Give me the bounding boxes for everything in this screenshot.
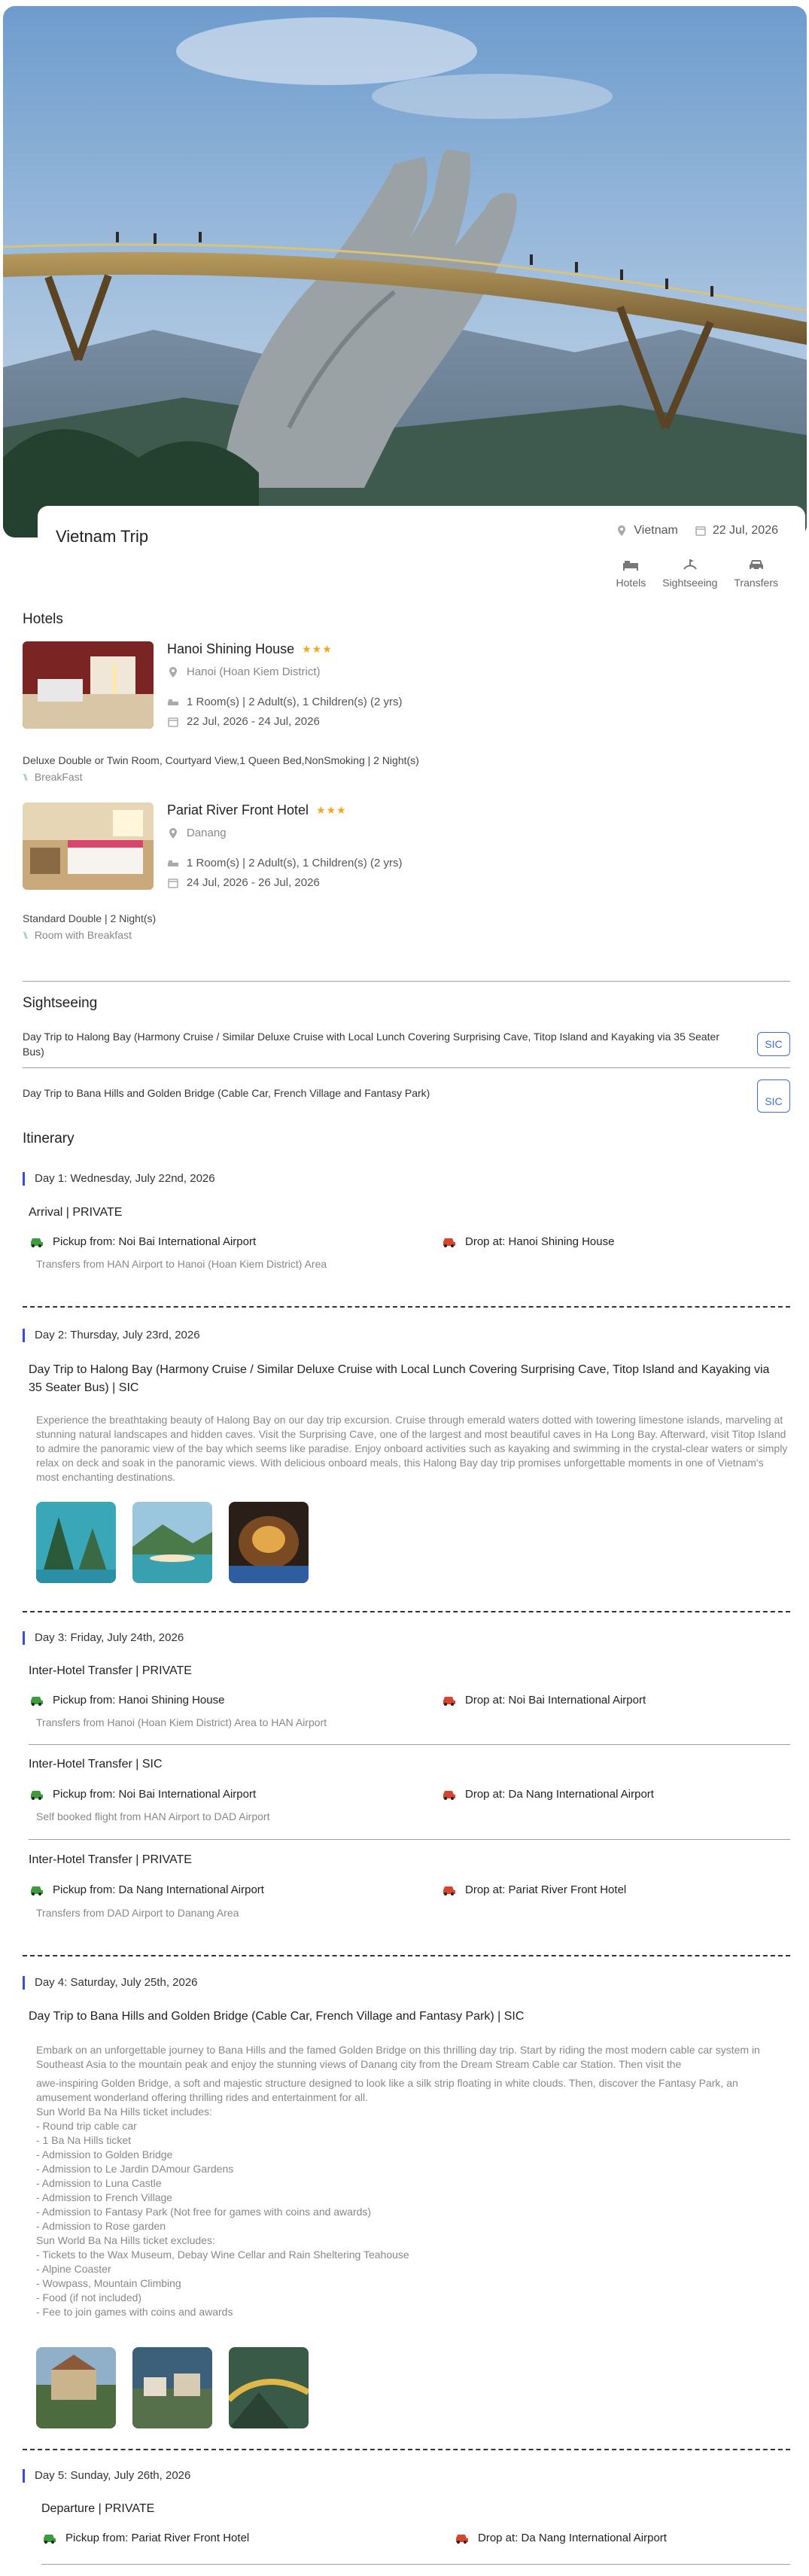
- hotel-name[interactable]: [167, 802, 347, 818]
- activity-photo[interactable]: [229, 2347, 309, 2428]
- sightseeing-item: [23, 1029, 790, 1067]
- pickup-car-icon: [29, 1884, 45, 1896]
- pickup-location: [29, 1235, 256, 1248]
- service-title: Inter-Hotel Transfer | SIC: [29, 1758, 163, 1771]
- pickup-text: Pickup from: Da Nang International Airport: [53, 1883, 264, 1896]
- day-label: Day 1: Wednesday, July 22nd, 2026: [23, 1172, 215, 1185]
- pickup-car-icon: [41, 2532, 58, 2544]
- drop-location: [441, 1694, 646, 1707]
- divider: [41, 2564, 790, 2565]
- meal-plan-text: Room with Breakfast: [34, 929, 132, 941]
- pickup-location: [29, 1694, 224, 1707]
- hotel-image[interactable]: [23, 802, 154, 890]
- trip-meta: [616, 524, 778, 537]
- service-description: [36, 2043, 789, 2319]
- service-description: Experience the breathtaking beauty of Halong Bay on our day trip excursion. Cruise through emerald waters dotted with towering limestone islands, marveling at stunning natural landscapes and hidden caves. Visit the Surprising Cave, one of the largest and most beautiful caves in Ha Long Bay. Afterward, visit Titop Island to admire the panoramic view of the bay which seems like paradise. Enjoy onboard activities such as kayaking and swimming in the crystal-clear waters or simply relax on deck and soak in the panoramic views. With delicious onboard meals, this Halong Bay day trip promises unforgettable moments in one of Vietnam's most enchanting destinations.: [36, 1414, 788, 1483]
- calendar-icon: [167, 716, 179, 728]
- day-separator: [23, 1955, 790, 1956]
- sightseeing-name: Day Trip to Halong Bay (Harmony Cruise / Similar Deluxe Cruise with Local Lunch Covering Surprising Cave, Titop Island and Kayaking via 35 Seater Bus): [23, 1031, 719, 1058]
- fork-knife-icon: ⑊: [23, 929, 29, 941]
- service-title: Day Trip to Halong Bay (Harmony Cruise / Similar Deluxe Cruise with Local Lunch Covering Surprising Cave, Titop Island and Kayaking via 35 Seater Bus) | SIC: [29, 1363, 770, 1394]
- hotel-dates-text: 22 Jul, 2026 - 24 Jul, 2026: [187, 715, 320, 728]
- drop-text: Drop at: Noi Bai International Airport: [465, 1694, 646, 1707]
- location-pin-icon: [167, 827, 179, 839]
- description-line: - Fee to join games with coins and awards: [36, 2306, 233, 2318]
- activity-photo[interactable]: [36, 1502, 116, 1583]
- hotel-dates: [167, 876, 320, 889]
- meal-plan: [23, 771, 83, 783]
- divider: [23, 1067, 790, 1068]
- hotel-image[interactable]: [23, 641, 154, 729]
- service-title: Departure | PRIVATE: [41, 2502, 155, 2515]
- bed-icon: [622, 557, 640, 572]
- sightseeing-name: Day Trip to Bana Hills and Golden Bridge (Cable Car, French Village and Fantasy Park): [23, 1087, 430, 1099]
- description-line: - 1 Ba Na Hills ticket: [36, 2134, 132, 2146]
- itinerary-section-title: Itinerary: [23, 1131, 75, 1146]
- day-separator: [23, 2449, 790, 2450]
- description-line: - Tickets to the Wax Museum, Debay Wine Cellar and Rain Sheltering Teahouse: [36, 2249, 409, 2261]
- calendar-icon: [695, 525, 707, 537]
- hotel-location-text: Danang: [187, 827, 227, 839]
- pickup-location: [29, 1883, 264, 1896]
- room-type: Deluxe Double or Twin Room, Courtyard View,1 Queen Bed,NonSmoking | 2 Night(s): [23, 754, 419, 766]
- description-line: - Food (if not included): [36, 2291, 142, 2303]
- drop-text: Drop at: Da Nang International Airport: [478, 2532, 667, 2544]
- inclusion-transfers-label: Transfers: [734, 577, 778, 589]
- hotel-card: [23, 802, 790, 953]
- inclusion-sightseeing-label: Sightseeing: [662, 577, 718, 589]
- hotel-location: [167, 827, 227, 839]
- description-line: - Round trip cable car: [36, 2120, 137, 2132]
- drop-location: [441, 1235, 614, 1248]
- trip-title: Vietnam Trip: [56, 527, 149, 546]
- divider: [29, 1744, 790, 1745]
- sightseeing-icon: [681, 557, 699, 572]
- trip-date: [695, 524, 778, 537]
- service-title: Inter-Hotel Transfer | PRIVATE: [29, 1853, 192, 1866]
- pickup-text: Pickup from: Pariat River Front Hotel: [65, 2532, 250, 2544]
- sightseeing-item: [23, 1079, 790, 1117]
- hotel-name-text[interactable]: Pariat River Front Hotel: [167, 802, 309, 818]
- activity-photo[interactable]: [132, 1502, 212, 1583]
- trip-destination-text: Vietnam: [634, 524, 678, 537]
- drop-car-icon: [454, 2532, 470, 2544]
- pickup-text: Pickup from: Hanoi Shining House: [53, 1694, 225, 1707]
- inclusion-hotels: [616, 557, 646, 589]
- hotel-occupancy: [167, 857, 402, 869]
- transfer-note: Self booked flight from HAN Airport to DAD Airport: [36, 1810, 270, 1822]
- hotel-dates-text: 24 Jul, 2026 - 26 Jul, 2026: [187, 876, 320, 889]
- drop-car-icon: [441, 1789, 458, 1801]
- transfer-note: Transfers from Hanoi (Hoan Kiem District) Area to HAN Airport: [36, 1716, 327, 1728]
- pickup-text: Pickup from: Noi Bai International Airport: [53, 1235, 257, 1248]
- description-line: - Admission to French Village: [36, 2191, 173, 2203]
- sightseeing-section-title: Sightseeing: [23, 995, 98, 1011]
- hotels-section-title: Hotels: [23, 611, 63, 627]
- pickup-car-icon: [29, 1236, 45, 1248]
- fork-knife-icon: ⑊: [23, 771, 29, 783]
- sic-button[interactable]: SIC: [757, 1032, 790, 1056]
- day-label: Day 2: Thursday, July 23rd, 2026: [23, 1329, 200, 1341]
- description-line: - Admission to Fantasy Park (Not free for games with coins and awards): [36, 2206, 372, 2218]
- hotel-name-text[interactable]: Hanoi Shining House: [167, 641, 295, 656]
- drop-location: [441, 1788, 654, 1801]
- hotel-location-text: Hanoi (Hoan Kiem District): [187, 665, 321, 678]
- pickup-location: [41, 2532, 249, 2544]
- description-line: - Wowpass, Mountain Climbing: [36, 2277, 181, 2289]
- drop-text: Drop at: Da Nang International Airport: [465, 1788, 654, 1801]
- description-line: awe-inspiring Golden Bridge, a soft and majestic structure designed to look like a silk strip floating in white clouds. Then, discover the Fantasy Park, an amusement wonderland offering thrilling rides and entertainment for all.: [36, 2077, 738, 2103]
- star-rating: ★★★: [316, 804, 347, 816]
- inclusion-transfers: [734, 557, 778, 589]
- day-label: Day 4: Saturday, July 25th, 2026: [23, 1976, 198, 1989]
- day-label: Day 3: Friday, July 24th, 2026: [23, 1631, 184, 1644]
- sic-button[interactable]: SIC: [757, 1079, 790, 1113]
- hotel-name[interactable]: [167, 641, 333, 657]
- bed-icon: [167, 857, 179, 869]
- description-line: Sun World Ba Na Hills ticket excludes:: [36, 2234, 215, 2246]
- meal-plan-text: BreakFast: [34, 771, 83, 783]
- pickup-text: Pickup from: Noi Bai International Airport: [53, 1788, 257, 1801]
- room-type: Standard Double | 2 Night(s): [23, 912, 157, 924]
- drop-text: Drop at: Hanoi Shining House: [465, 1235, 615, 1248]
- drop-text: Drop at: Pariat River Front Hotel: [465, 1883, 627, 1896]
- pickup-car-icon: [29, 1789, 45, 1801]
- description-line: Embark on an unforgettable journey to Bana Hills and the famed Golden Bridge on this thrilling day trip. Start by riding the most modern cable car system in Southeast Asia to the mountain peak and enjoy the stunning views of Danang city from the Dream Stream Cable car Station. Then visit the: [36, 2044, 760, 2070]
- hotel-occupancy-text: 1 Room(s) | 2 Adult(s), 1 Children(s) (2 yrs): [187, 696, 403, 708]
- description-line: Sun World Ba Na Hills ticket includes:: [36, 2106, 212, 2118]
- car-icon: [747, 557, 765, 572]
- divider: [23, 981, 790, 982]
- inclusion-hotels-label: Hotels: [616, 577, 646, 589]
- drop-location: [454, 2532, 667, 2544]
- pickup-car-icon: [29, 1694, 45, 1707]
- day-separator: [23, 1306, 790, 1308]
- location-pin-icon: [616, 525, 628, 537]
- day-label: Day 5: Sunday, July 26th, 2026: [23, 2469, 190, 2482]
- star-rating: ★★★: [302, 643, 333, 655]
- description-line: - Admission to Luna Castle: [36, 2177, 162, 2189]
- hotel-card: [23, 641, 790, 784]
- service-title: Day Trip to Bana Hills and Golden Bridge (Cable Car, French Village and Fantasy Park) | SIC: [29, 2010, 525, 2023]
- drop-car-icon: [441, 1236, 458, 1248]
- trip-summary-card: [38, 506, 805, 604]
- hotel-location: [167, 665, 321, 678]
- drop-car-icon: [441, 1884, 458, 1896]
- meal-plan: [23, 929, 132, 941]
- description-line: - Alpine Coaster: [36, 2263, 111, 2275]
- day-separator: [23, 1611, 790, 1612]
- description-line: - Admission to Le Jardin DAmour Gardens: [36, 2163, 234, 2175]
- location-pin-icon: [167, 666, 179, 678]
- hotel-occupancy: [167, 696, 402, 708]
- transfer-note: Transfers from DAD Airport to Danang Area: [36, 1907, 239, 1919]
- drop-car-icon: [441, 1694, 458, 1707]
- inclusion-sightseeing: [662, 557, 717, 589]
- activity-photo[interactable]: [229, 1502, 309, 1583]
- description-line: - Admission to Golden Bridge: [36, 2148, 173, 2160]
- pickup-location: [29, 1788, 256, 1801]
- divider: [29, 1839, 790, 1840]
- activity-photo[interactable]: [132, 2347, 212, 2428]
- hotel-occupancy-text: 1 Room(s) | 2 Adult(s), 1 Children(s) (2 yrs): [187, 857, 403, 869]
- trip-destination: [616, 524, 677, 537]
- bed-icon: [167, 696, 179, 708]
- trip-inclusions: [616, 557, 778, 589]
- trip-date-text: 22 Jul, 2026: [712, 524, 778, 537]
- transfer-note: Transfers from HAN Airport to Hanoi (Hoan Kiem District) Area: [36, 1258, 327, 1270]
- hero-image: [3, 6, 807, 537]
- activity-photo[interactable]: [36, 2347, 116, 2428]
- description-line: - Admission to Rose garden: [36, 2220, 166, 2232]
- calendar-icon: [167, 877, 179, 889]
- drop-location: [441, 1883, 626, 1896]
- service-title: Arrival | PRIVATE: [29, 1206, 123, 1219]
- service-title: Inter-Hotel Transfer | PRIVATE: [29, 1664, 192, 1677]
- hotel-dates: [167, 715, 320, 728]
